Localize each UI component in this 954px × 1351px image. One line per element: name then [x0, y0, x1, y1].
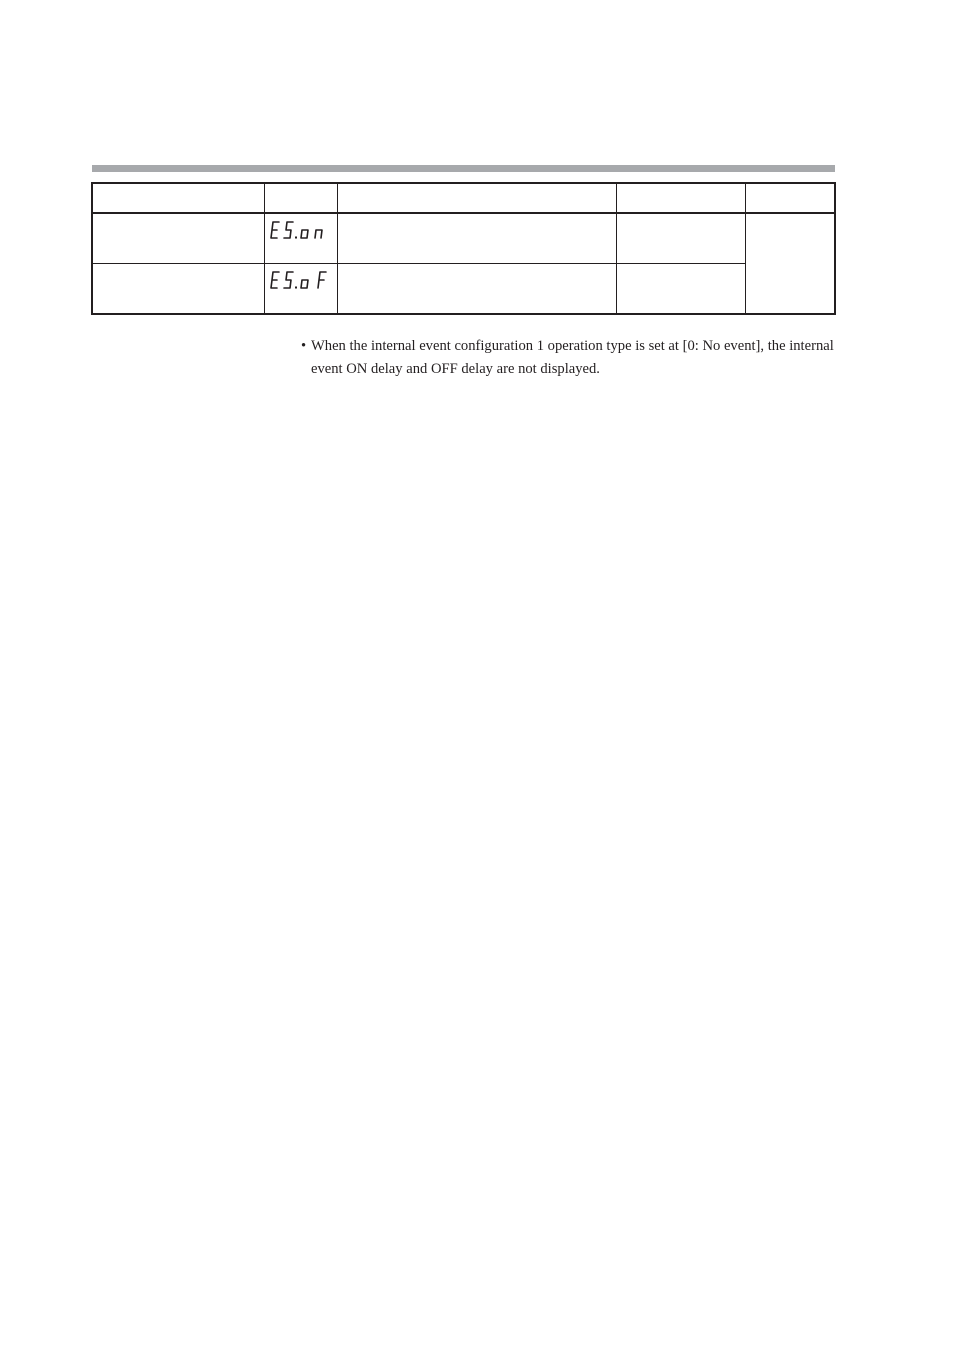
note-text: When the internal event configuration 1 operation type is set at [0: No event], the internal event ON delay and OFF delay are not displayed. — [311, 338, 834, 377]
header-user-level — [745, 183, 835, 213]
cell-initial-off-delay — [616, 264, 745, 315]
header-contents — [337, 183, 616, 213]
header-item — [92, 183, 264, 213]
cell-contents-on-delay — [337, 213, 616, 264]
decimal-point — [295, 287, 297, 289]
parameter-table — [91, 182, 836, 315]
decimal-point — [295, 237, 297, 239]
cell-display-es-on — [264, 213, 337, 264]
section-header-bar — [92, 165, 835, 172]
header-display — [264, 183, 337, 213]
cell-contents-off-delay — [337, 264, 616, 315]
header-initial-value — [616, 183, 745, 213]
display-condition-note — [301, 335, 841, 381]
table-row — [92, 213, 835, 264]
cell-display-es-of — [264, 264, 337, 315]
table-header-row — [92, 183, 835, 213]
cell-item-on-delay — [92, 213, 264, 264]
bullet-icon: • — [301, 338, 307, 354]
table-row — [92, 264, 835, 315]
seven-segment-es-of-icon — [269, 269, 331, 291]
cell-user-level — [745, 213, 835, 314]
cell-item-off-delay — [92, 264, 264, 315]
seven-segment-es-on-icon — [269, 219, 331, 241]
cell-initial-on-delay — [616, 213, 745, 264]
